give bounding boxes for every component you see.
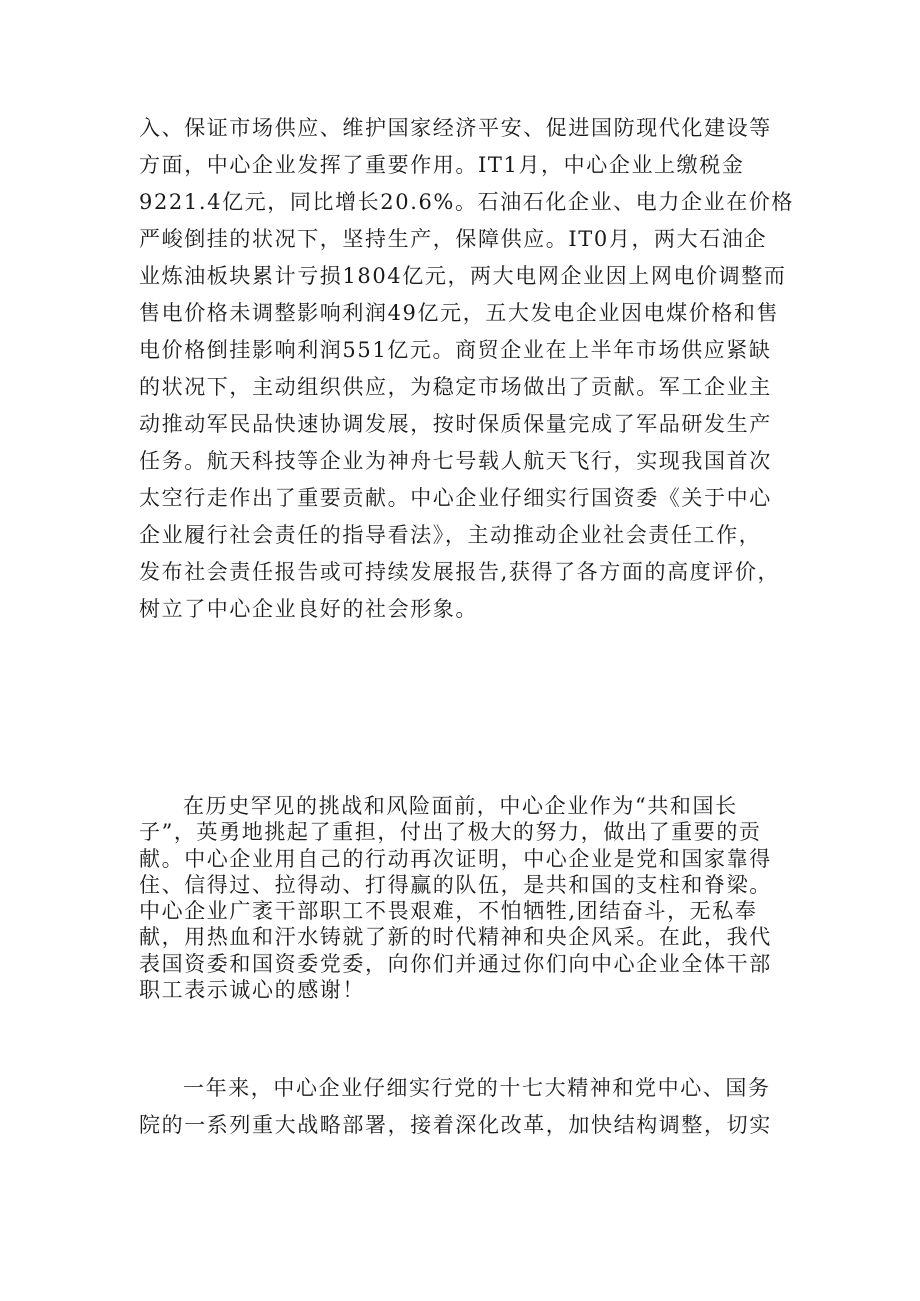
text-line: 表国资委和国资委党委，向你们并通过你们向中心企业全体干部 [139, 951, 772, 976]
text-line: 献，用热血和汗水铸就了新的时代精神和央企风采。在此，我代 [139, 925, 772, 950]
text-line: 9221.4亿元，同比增长20.6%。石油石化企业、电力企业在价格 [139, 190, 794, 214]
paragraph-year-in-review [139, 1070, 787, 1144]
text-line: 企业履行社会责任的指导看法》，主动推动企业社会责任工作， [139, 523, 762, 547]
text-line: 住、信得过、拉得动、打得赢的队伍，是共和国的支柱和脊梁。 [139, 872, 772, 897]
text-line: 职工表示诚心的感谢！ [139, 978, 365, 1003]
text-line: 入、保证市场供应、维护国家经济平安、促进国防现代化建设等 [139, 116, 772, 140]
text-line-indented: 在历史罕见的挑战和风险面前，中心企业作为“共和国长 [183, 794, 738, 818]
text-line: 电价格倒挂影响利润551亿元。商贸企业在上半年市场供应紧缺 [139, 338, 772, 362]
text-line: 太空行走作出了重要贡献。中心企业仔细实行国资委《关于中心 [139, 486, 772, 510]
text-line: 方面，中心企业发挥了重要作用。IT1月，中心企业上缴税金 [139, 153, 745, 177]
text-line: 动推动军民品快速协调发展，按时保质保量完成了军品研发生产 [139, 412, 772, 436]
paragraph-central-enterprise-role [139, 110, 794, 628]
text-line-indented: 一年来，中心企业仔细实行党的十七大精神和党中心、国务 [183, 1076, 771, 1100]
text-line: 发布社会责任报告或可持续发展报告,获得了各方面的高度评价， [139, 560, 781, 584]
text-line: 献。中心企业用自己的行动再次证明，中心企业是党和国家靠得 [139, 846, 772, 871]
text-line: 业炼油板块累计亏损1804亿元，两大电网企业因上网电价调整而 [139, 264, 787, 288]
text-line: 院的一系列重大战略部署，接着深化改革，加快结构调整，切实 [139, 1113, 772, 1137]
text-line: 子”，英勇地挑起了重担，付出了极大的努力，做出了重要的贡 [139, 820, 762, 845]
paragraph-eldest-son-of-republic [139, 793, 787, 1003]
text-line: 中心企业广袤干部职工不畏艰难，不怕牺牲,团结奋斗，无私奉 [139, 899, 758, 924]
text-line: 树立了中心企业良好的社会形象。 [139, 597, 478, 621]
text-line: 任务。航天科技等企业为神舟七号载人航天飞行，实现我国首次 [139, 449, 772, 473]
text-line: 售电价格未调整影响利润49亿元，五大发电企业因电煤价格和售 [139, 301, 780, 325]
text-line: 的状况下，主动组织供应，为稳定市场做出了贡献。军工企业主 [139, 375, 772, 399]
text-line: 严峻倒挂的状况下，坚持生产，保障供应。IT0月，两大石油企 [139, 227, 768, 251]
